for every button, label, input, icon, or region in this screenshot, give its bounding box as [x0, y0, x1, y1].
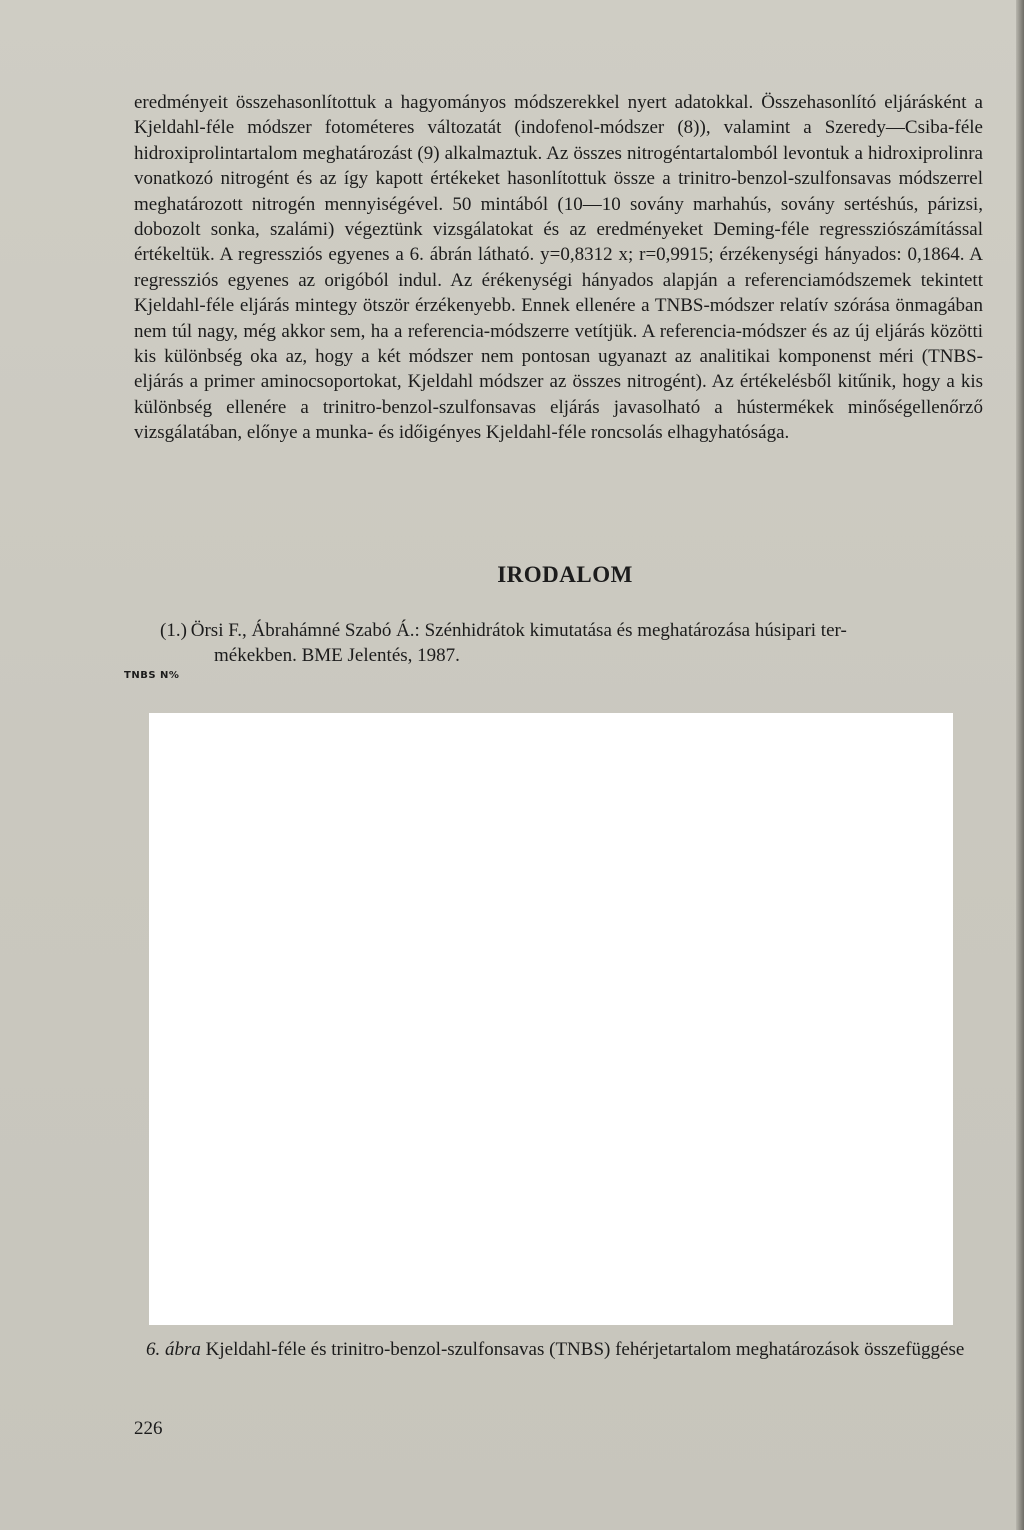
figure-placeholder — [149, 713, 953, 1325]
reference-item — [134, 618, 983, 669]
reference-line-1: Örsi F., Ábrahámné Szabó Á.: Szénhidrátok kimutatása és meghatározása húsipari ter- — [190, 620, 847, 641]
body-paragraph: eredményeit összehasonlítottuk a hagyományos módszerekkel nyert adatokkal. Összehasonlító eljárásként a Kjeldahl-féle módszer fotométeres változatát (indofenol-módszer (8)), valamint a Szeredy—Csiba-féle hidroxiprolintartalom meghatározást (9) alkalmaztuk. Az összes nitrogéntartalomból levontuk a hidroxiprolinra vonatkozó nitrogént és az így kapott értékeket hasonlítottuk össze a trinitro-benzol-szulfonsavas módszerrel meghatározott nitrogén mennyiségével. 50 mintából (10—10 sovány marhahús, sovány sertéshús, párizsi, dobozolt sonka, szalámi) végeztünk vizsgálatokat és az eredményeket Deming-féle regressziószámítással értékeltük. A regressziós egyenes a 6. ábrán látható. y=0,8312 x; r=0,9915; érzékenységi hányados: 0,1864. A regressziós egyenes az origóból indul. Az érékenységi hányados alapján a referenciamódszemek tekintett Kjeldahl-féle eljárás mintegy ötször érzékenyebb. Ennek ellenére a TNBS-módszer relatív szórása önmagában nem túl nagy, még akkor sem, ha a referencia-módszerre vetítjük. A referencia-módszer és az új eljárás közötti kis különbség oka az, hogy a két módszer nem pontosan ugyanazt az analitikai komponenst méri (TNBS-eljárás a primer aminocsoportokat, Kjeldahl módszer az összes nitrogént). Az értékelésből kitűnik, hogy a kis különbség ellenére a trinitro-benzol-szulfonsavas eljárás javasolható a hústermékek minőségellenőrző vizsgálatában, előnye a munka- és időigényes Kjeldahl-féle roncsolás elhagyhatósága. — [134, 92, 983, 444]
page-number: 226 — [134, 1418, 163, 1439]
figure-caption-text: Kjeldahl-féle és trinitro-benzol-szulfonsavas (TNBS) fehérjetartalom meghatározások összefüggése — [205, 1339, 965, 1360]
figure-caption — [134, 1337, 983, 1362]
figure-axis-label: TNBS N% — [124, 670, 180, 681]
figure-number: 6. ábra — [146, 1339, 201, 1360]
reference-line-2: mékekben. BME Jelentés, 1987. — [214, 645, 460, 667]
page-edge-shadow — [1016, 0, 1024, 1530]
references-heading: IRODALOM — [497, 562, 633, 587]
reference-number: (1.) — [160, 620, 187, 641]
